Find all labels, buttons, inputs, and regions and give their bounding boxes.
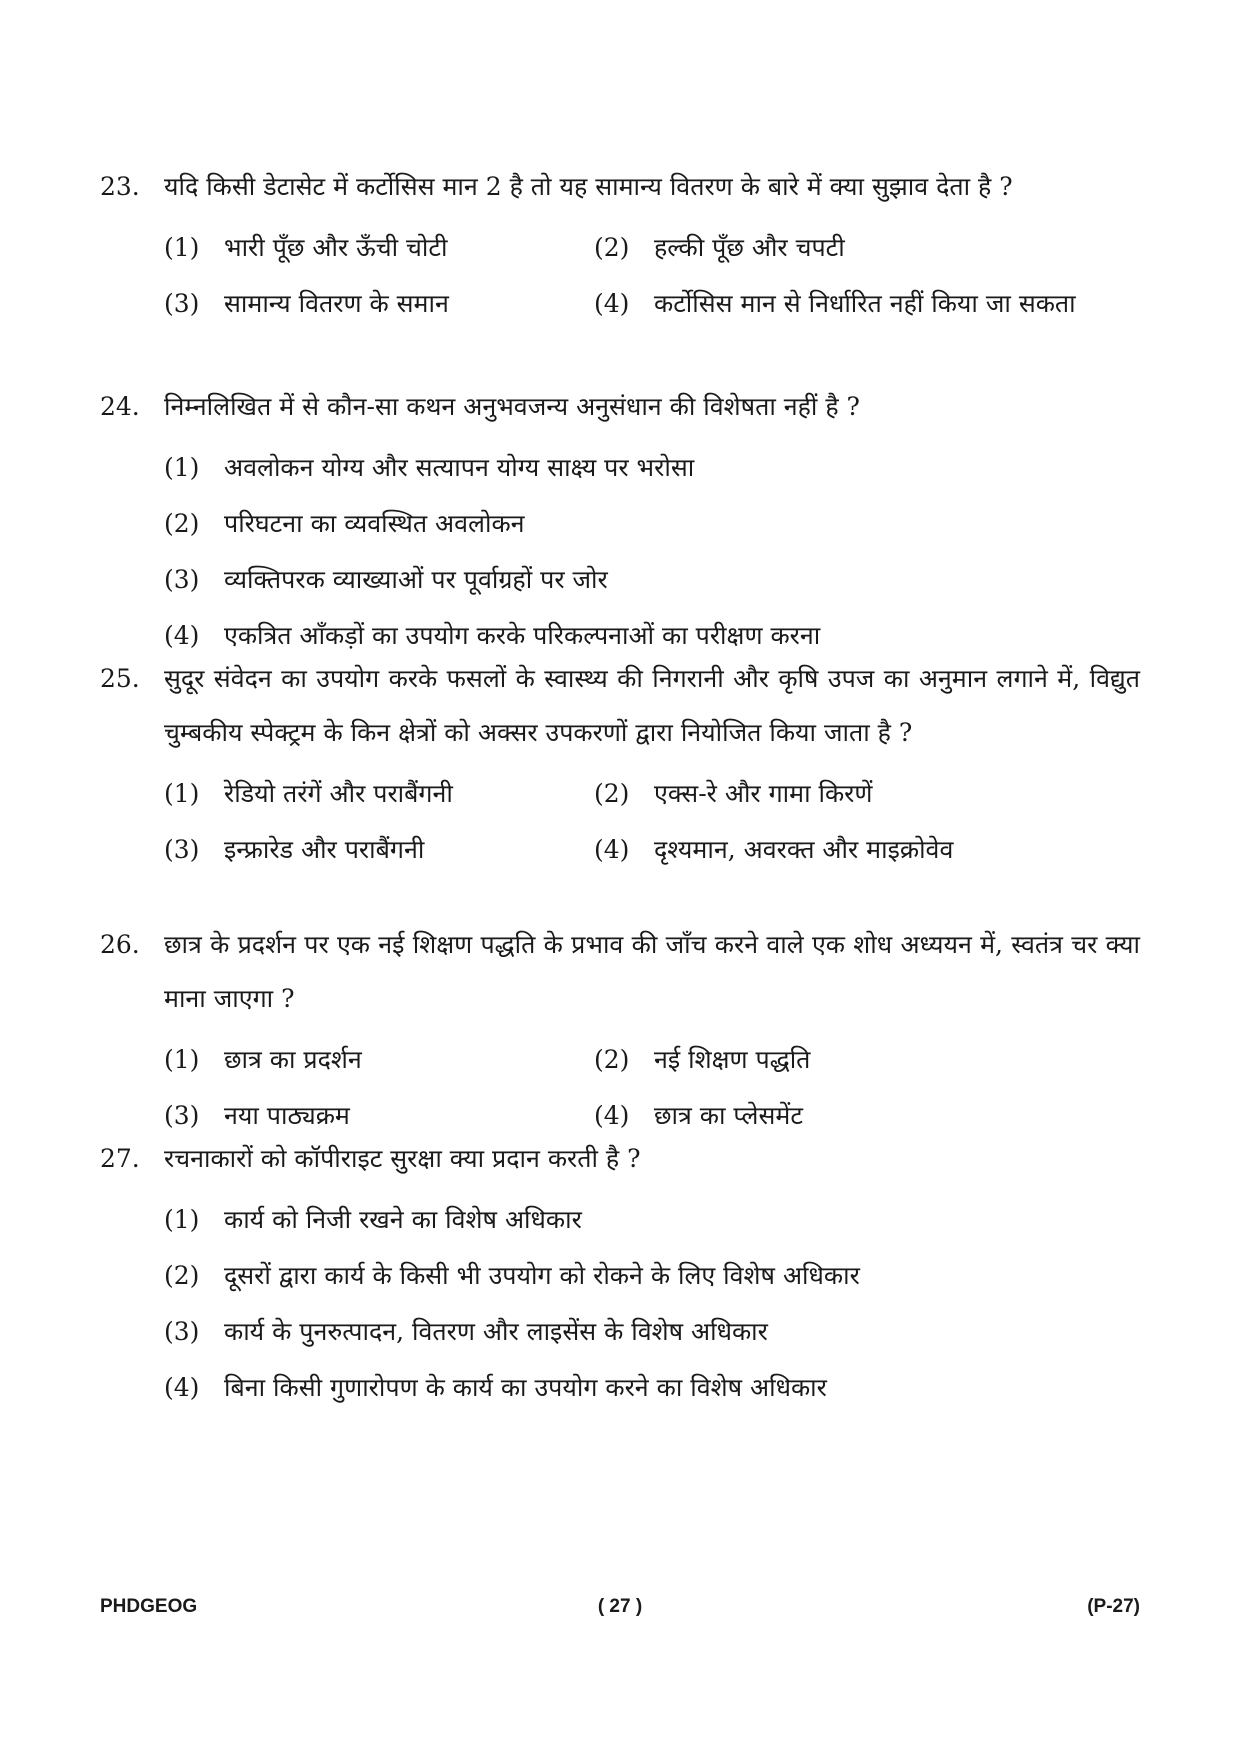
option-number: (1) bbox=[164, 453, 200, 482]
option-number: (3) bbox=[164, 289, 200, 318]
question-text bbox=[100, 380, 1140, 434]
option-3 bbox=[164, 552, 608, 608]
option-text: कर्टोसिस मान से निर्धारित नहीं किया जा सकता bbox=[654, 289, 1076, 318]
question-25 bbox=[100, 652, 1140, 878]
question-text bbox=[100, 918, 1140, 1026]
question-body: निम्नलिखित में से कौन-सा कथन अनुभवजन्य अनुसंधान की विशेषता नहीं है ? bbox=[164, 392, 860, 421]
option-number: (4) bbox=[594, 835, 630, 864]
option-number: (4) bbox=[594, 1101, 630, 1130]
option-number: (3) bbox=[164, 565, 200, 594]
option-number: (1) bbox=[164, 1205, 200, 1234]
question-text bbox=[100, 1132, 1140, 1186]
option-number: (4) bbox=[594, 289, 630, 318]
question-text bbox=[100, 160, 1140, 214]
question-number: 27. bbox=[100, 1144, 140, 1173]
option-text: नई शिक्षण पद्धति bbox=[654, 1045, 811, 1074]
page-number: ( 27 ) bbox=[597, 1596, 643, 1617]
paper-code: PHDGEOG bbox=[100, 1596, 198, 1617]
option-number: (3) bbox=[164, 1317, 200, 1346]
option-text: एकत्रित आँकड़ों का उपयोग करके परिकल्पनाओं का परीक्षण करना bbox=[224, 621, 821, 650]
question-body: यदि किसी डेटासेट में कर्टोसिस मान 2 है तो यह सामान्य वितरण के बारे में क्या सुझाव देता है ? bbox=[164, 172, 1013, 201]
option-2 bbox=[594, 1032, 810, 1088]
question-24 bbox=[100, 380, 1140, 664]
option-3 bbox=[164, 1304, 768, 1360]
option-1 bbox=[164, 440, 694, 496]
option-1 bbox=[164, 220, 447, 276]
option-3 bbox=[164, 822, 424, 878]
option-number: (4) bbox=[164, 621, 200, 650]
option-4 bbox=[594, 822, 953, 878]
option-1 bbox=[164, 766, 453, 822]
option-number: (2) bbox=[594, 779, 630, 808]
option-number: (3) bbox=[164, 1101, 200, 1130]
option-text: नया पाठ्यक्रम bbox=[224, 1101, 350, 1130]
option-text: हल्की पूँछ और चपटी bbox=[654, 233, 845, 262]
option-2 bbox=[594, 766, 872, 822]
question-number: 24. bbox=[100, 392, 140, 421]
option-text: इन्फ्रारेड और पराबैंगनी bbox=[224, 835, 425, 864]
option-number: (1) bbox=[164, 1045, 200, 1074]
question-body: रचनाकारों को कॉपीराइट सुरक्षा क्या प्रदान करती है ? bbox=[164, 1144, 641, 1173]
question-23 bbox=[100, 160, 1140, 332]
options bbox=[164, 766, 1140, 878]
option-number: (1) bbox=[164, 779, 200, 808]
option-number: (2) bbox=[594, 1045, 630, 1074]
option-number: (1) bbox=[164, 233, 200, 262]
question-26 bbox=[100, 918, 1140, 1144]
option-text: कार्य को निजी रखने का विशेष अधिकार bbox=[224, 1205, 582, 1234]
option-4 bbox=[164, 1360, 827, 1416]
option-text: बिना किसी गुणारोपण के कार्य का उपयोग करने का विशेष अधिकार bbox=[224, 1373, 827, 1402]
option-text: छात्र का प्लेसमेंट bbox=[654, 1101, 803, 1130]
page-footer bbox=[100, 1590, 1140, 1624]
option-text: छात्र का प्रदर्शन bbox=[224, 1045, 362, 1074]
option-2 bbox=[164, 496, 525, 552]
option-text: अवलोकन योग्य और सत्यापन योग्य साक्ष्य पर भरोसा bbox=[224, 453, 695, 482]
options bbox=[164, 1032, 1140, 1144]
option-number: (2) bbox=[164, 1261, 200, 1290]
option-text: भारी पूँछ और ऊँची चोटी bbox=[224, 233, 448, 262]
option-2 bbox=[164, 1248, 860, 1304]
question-text bbox=[100, 652, 1140, 760]
option-text: कार्य के पुनरुत्पादन, वितरण और लाइसेंस के विशेष अधिकार bbox=[224, 1317, 768, 1346]
option-3 bbox=[164, 276, 449, 332]
option-number: (2) bbox=[594, 233, 630, 262]
page-code: (P-27) bbox=[1087, 1596, 1140, 1617]
option-number: (4) bbox=[164, 1373, 200, 1402]
option-text: एक्स-रे और गामा किरणें bbox=[654, 779, 873, 808]
option-1 bbox=[164, 1192, 582, 1248]
option-4 bbox=[594, 276, 1076, 332]
options bbox=[164, 440, 1140, 664]
option-number: (2) bbox=[164, 509, 200, 538]
question-number: 25. bbox=[100, 664, 140, 693]
question-number: 23. bbox=[100, 172, 140, 201]
question-27 bbox=[100, 1132, 1140, 1416]
option-text: परिघटना का व्यवस्थित अवलोकन bbox=[224, 509, 525, 538]
option-1 bbox=[164, 1032, 362, 1088]
option-2 bbox=[594, 220, 845, 276]
option-text: दृश्यमान, अवरक्त और माइक्रोवेव bbox=[654, 835, 954, 864]
question-body: सुदूर संवेदन का उपयोग करके फसलों के स्वास्थ्य की निगरानी और कृषि उपज का अनुमान लगाने में, विद्युत चुम्बकीय स्पेक्ट्रम के किन क्षेत्रों को अक्सर उपकरणों द्वारा नियोजित किया जाता है ? bbox=[164, 664, 1140, 747]
option-number: (3) bbox=[164, 835, 200, 864]
option-text: सामान्य वितरण के समान bbox=[224, 289, 449, 318]
question-number: 26. bbox=[100, 930, 140, 959]
option-text: व्यक्तिपरक व्याख्याओं पर पूर्वाग्रहों पर जोर bbox=[224, 565, 608, 594]
question-body: छात्र के प्रदर्शन पर एक नई शिक्षण पद्धति के प्रभाव की जाँच करने वाले एक शोध अध्ययन में, स्वतंत्र चर क्या माना जाएगा ? bbox=[164, 930, 1140, 1013]
option-text: रेडियो तरंगें और पराबैंगनी bbox=[224, 779, 453, 808]
options bbox=[164, 1192, 1140, 1416]
options bbox=[164, 220, 1140, 332]
option-text: दूसरों द्वारा कार्य के किसी भी उपयोग को रोकने के लिए विशेष अधिकार bbox=[224, 1261, 860, 1290]
